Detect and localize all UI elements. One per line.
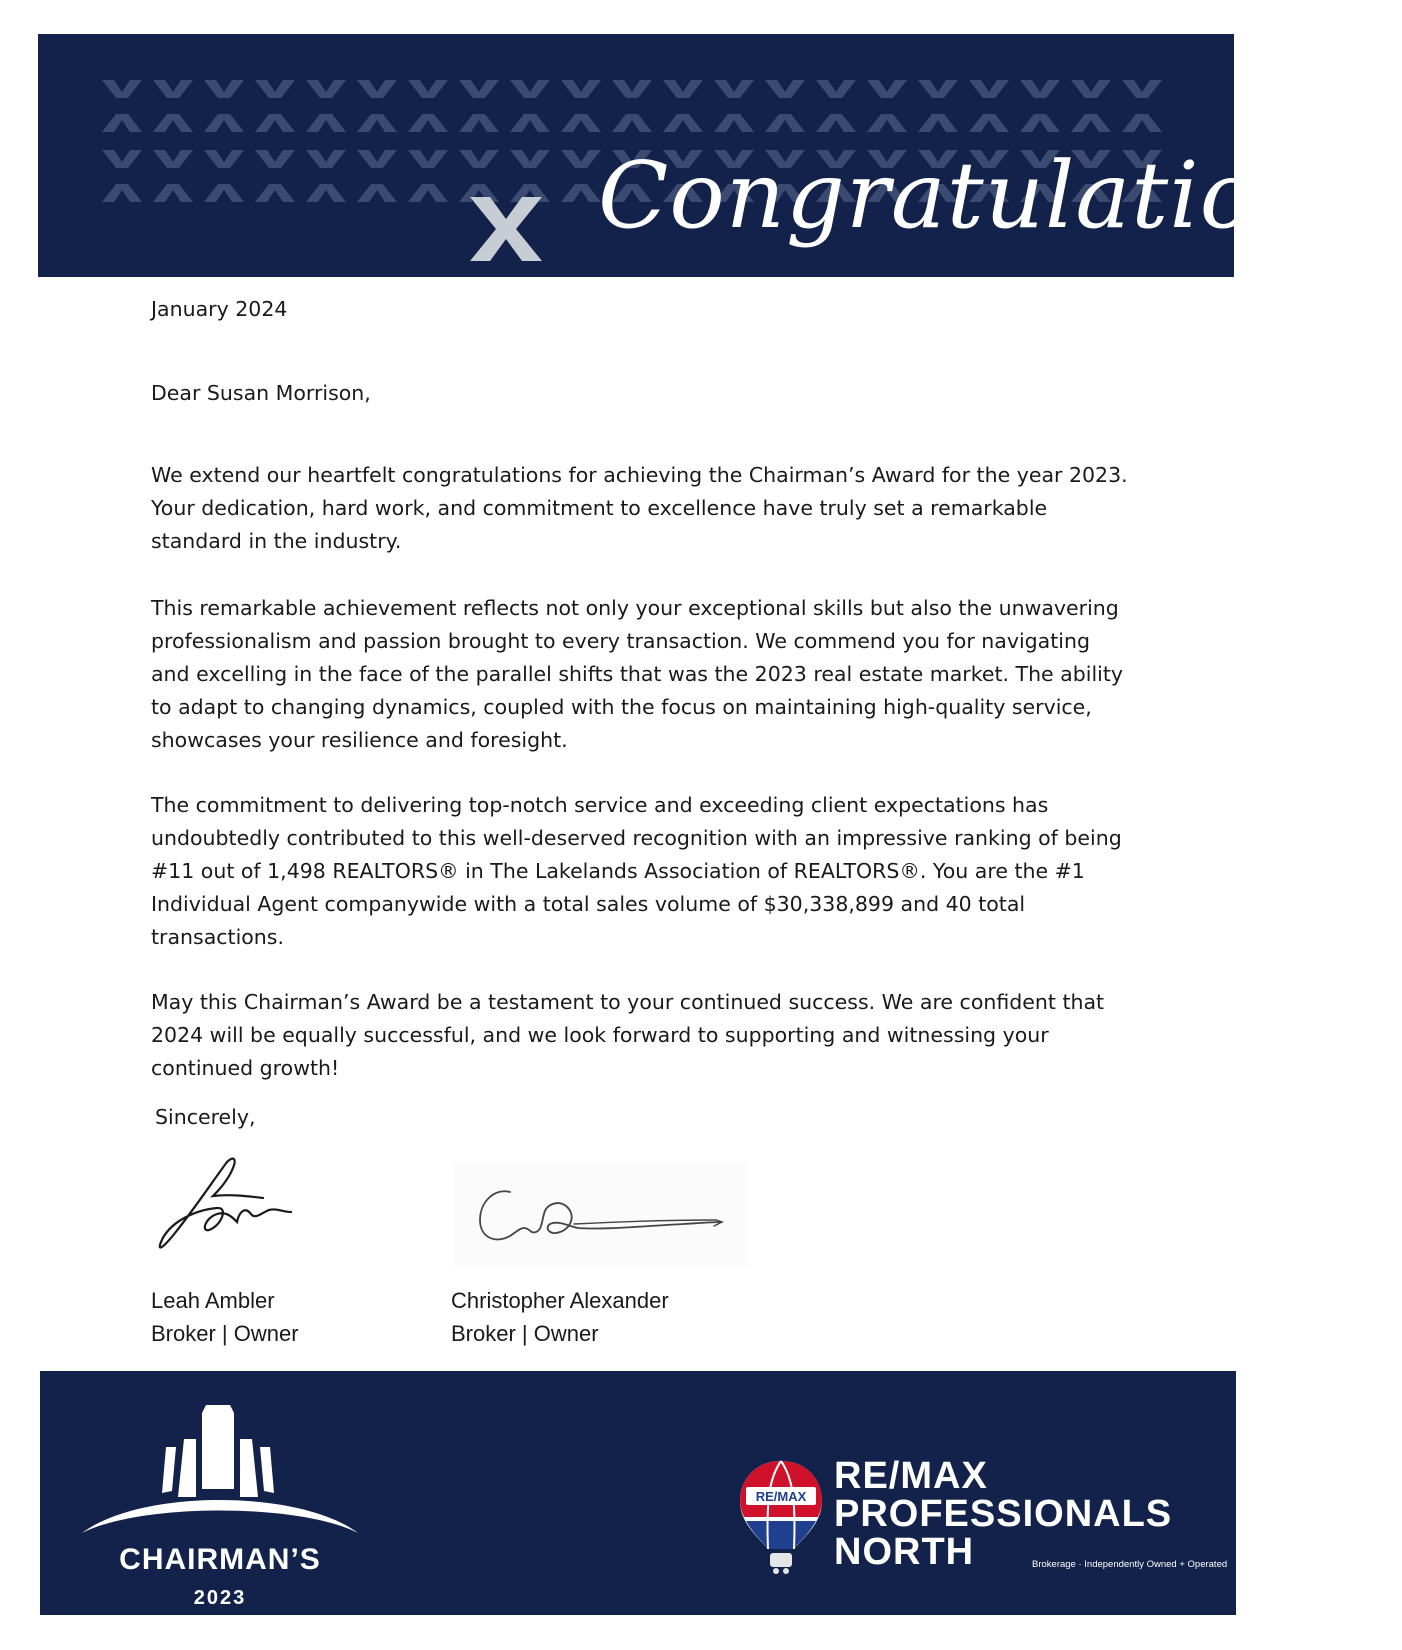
chevron-pattern-mark	[459, 114, 499, 132]
chevron-pattern-mark	[459, 150, 499, 168]
chevron-pattern-mark	[1122, 80, 1162, 98]
chevron-pattern-mark	[918, 80, 958, 98]
chairmans-award-logo	[80, 1397, 360, 1609]
chevron-pattern-mark	[765, 80, 805, 98]
chevron-pattern-mark	[102, 80, 142, 98]
chevron-pattern-mark	[153, 184, 193, 202]
signer-title: Broker | Owner	[151, 1321, 299, 1346]
chevron-pattern-mark	[102, 114, 142, 132]
chevron-pattern-mark	[204, 184, 244, 202]
brand-line-professionals: PROFESSIONALS	[834, 1493, 1173, 1535]
chevron-pattern-mark	[510, 80, 550, 98]
letter-date: January 2024	[151, 297, 288, 321]
chevron-pattern-mark	[306, 114, 346, 132]
chevron-pattern-mark	[561, 80, 601, 98]
chevron-pattern-mark	[102, 150, 142, 168]
crown-arc-icon	[80, 1397, 360, 1547]
remax-brand-logo	[736, 1455, 1228, 1597]
chevron-pattern-mark	[459, 80, 499, 98]
chevron-pattern-mark	[816, 80, 856, 98]
letter-paragraph	[151, 459, 1131, 558]
chevron-pattern-mark	[357, 150, 397, 168]
chevron-pattern-mark	[357, 80, 397, 98]
chevron-pattern-mark	[255, 80, 295, 98]
chevron-pattern-mark	[204, 80, 244, 98]
header-banner	[38, 34, 1402, 277]
brand-line-north: NORTH	[834, 1531, 975, 1573]
chevron-pattern-mark	[357, 184, 397, 202]
chevron-pattern-mark	[510, 150, 550, 168]
chevron-pattern-mark	[969, 80, 1009, 98]
chevron-pattern-mark	[408, 184, 448, 202]
signer-name: Christopher Alexander	[451, 1288, 669, 1313]
paragraph-text: The commitment to delivering top-notch service and exceeding client expectations has undoubtedly contributed to this well-deserved recognition with an impressive ranking of being #11 out of 1,498 REALTORS® in The Lakelands Association of REALTORS®. You are the #1 Individual Agent companywide with a total sales volume of $30,338,899 and 40 total transactions.	[151, 793, 1122, 949]
chevron-pattern-mark	[306, 184, 346, 202]
paragraph-text: We extend our heartfelt congratulations for achieving the Chairman’s Award for the year 2023. Your dedication, hard work, and commitment to excellence have truly set a remarkable standard in the industry.	[151, 463, 1128, 553]
chevron-pattern-mark	[1020, 80, 1060, 98]
signer-name: Leah Ambler	[151, 1288, 275, 1313]
chevron-pattern-mark	[1071, 80, 1111, 98]
chevron-pattern-mark	[306, 80, 346, 98]
hot-air-balloon-icon	[736, 1457, 826, 1577]
paragraph-text: May this Chairman’s Award be a testament to your continued success. We are confident that 2024 will be equally successful, and we look forward to supporting and witnessing your continued growth!	[151, 990, 1105, 1080]
letter-paragraph	[151, 986, 1131, 1085]
signature-christopher-alexander	[454, 1162, 748, 1268]
chevron-pattern-mark	[714, 80, 754, 98]
footer-banner	[40, 1371, 1236, 1615]
chevron-pattern-mark	[663, 80, 703, 98]
signer-block	[151, 1284, 299, 1350]
chevron-pattern-mark	[357, 114, 397, 132]
signer-block	[451, 1284, 669, 1350]
congratulations-title: Congratulations!	[598, 142, 1402, 249]
letter-closing: Sincerely,	[155, 1105, 256, 1129]
award-year: 2023	[193, 1587, 247, 1609]
chevron-pattern-mark	[102, 184, 142, 202]
chevron-pattern-mark	[204, 150, 244, 168]
chevron-pattern-mark	[255, 150, 295, 168]
chevron-pattern-mark	[204, 114, 244, 132]
signer-title: Broker | Owner	[451, 1321, 599, 1346]
brand-tagline: Brokerage · Independently Owned + Operated	[1032, 1559, 1228, 1570]
chevron-pattern-mark	[306, 150, 346, 168]
chevron-pattern-mark	[612, 80, 652, 98]
chevron-pattern-mark	[153, 114, 193, 132]
signature-leah-ambler	[155, 1148, 315, 1258]
brand-line-remax: RE/MAX	[834, 1455, 988, 1497]
letter-paragraph	[151, 789, 1131, 954]
chevron-pattern-mark	[255, 114, 295, 132]
paragraph-text: This remarkable achievement reflects not only your exceptional skills but also the unwavering professionalism and passion brought to every transaction. We commend you for navigating and excelling in the face of the parallel shifts that was the 2023 real estate market. The ability to adapt to changing dynamics, coupled with the focus on maintaining high-quality service, showcases your resilience and foresight.	[151, 596, 1124, 752]
chevron-pattern-mark	[153, 80, 193, 98]
balloon-label: RE/MAX	[755, 1489, 807, 1504]
chevron-pattern-mark	[408, 114, 448, 132]
chevron-pattern-mark	[153, 150, 193, 168]
chevron-pattern-mark	[255, 184, 295, 202]
letter-salutation: Dear Susan Morrison,	[151, 381, 371, 405]
chevron-pattern-mark	[867, 80, 907, 98]
chevron-pattern-mark	[561, 184, 601, 202]
chevron-pattern-mark	[561, 114, 601, 132]
chevron-pattern-mark	[408, 150, 448, 168]
x-mark-icon	[470, 197, 542, 261]
letter-paragraph	[151, 592, 1131, 757]
award-title: CHAIRMAN’S	[119, 1543, 321, 1576]
chevron-pattern-mark	[561, 150, 601, 168]
chevron-pattern-mark	[408, 80, 448, 98]
chevron-pattern-mark	[510, 114, 550, 132]
